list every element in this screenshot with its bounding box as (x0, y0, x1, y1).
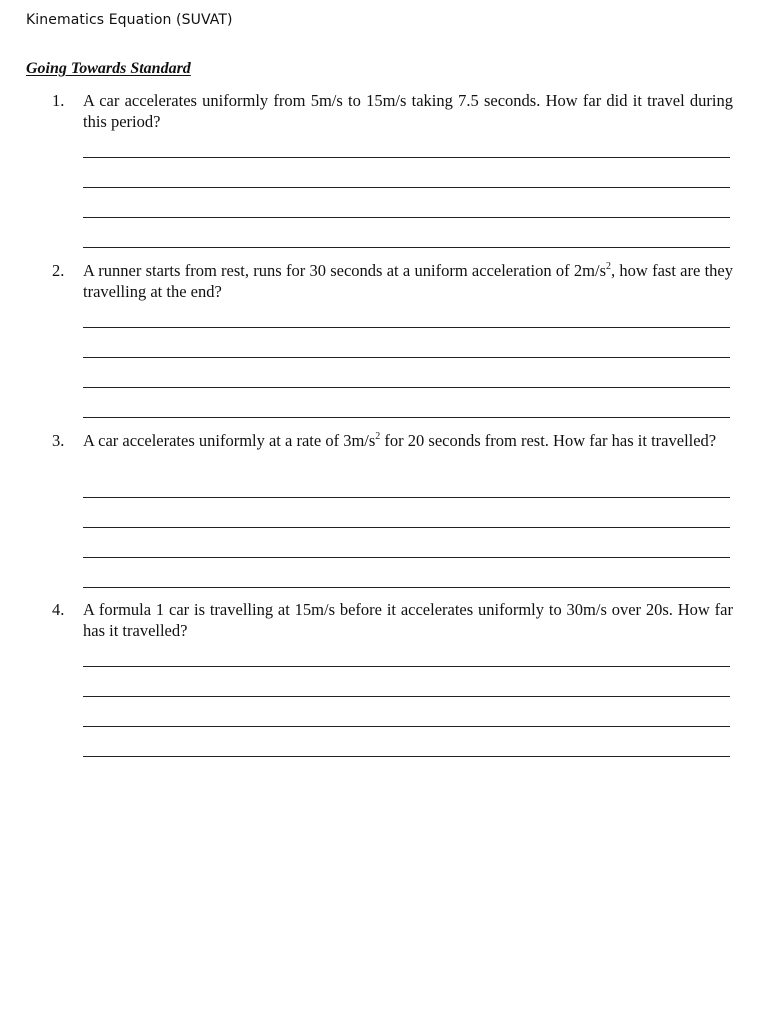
answer-line[interactable] (83, 247, 730, 248)
answer-line[interactable] (83, 187, 730, 188)
section-heading: Going Towards Standard (26, 60, 191, 77)
answer-line[interactable] (83, 696, 730, 697)
question-number: 1. (52, 91, 65, 110)
answer-line[interactable] (83, 527, 730, 528)
answer-line[interactable] (83, 666, 730, 667)
answer-line[interactable] (83, 357, 730, 358)
answer-line[interactable] (83, 756, 730, 757)
answer-line[interactable] (83, 327, 730, 328)
answer-line[interactable] (83, 497, 730, 498)
superscript: 2 (375, 430, 381, 442)
question-number: 3. (52, 431, 65, 450)
question-text: A car accelerates uniformly at a rate of $3m/s^2$ for 20 seconds from rest. How far has it travelled? (83, 430, 717, 450)
answer-line[interactable] (83, 387, 730, 388)
answer-line[interactable] (83, 217, 730, 218)
question-text: A formula 1 car is travelling at 15m/s before it accelerates uniformly to 30m/s over 20s. How far has it travelled? (83, 600, 733, 640)
answer-line[interactable] (83, 726, 730, 727)
answer-line[interactable] (83, 157, 730, 158)
question-number: 4. (52, 600, 65, 619)
question-text: A runner starts from rest, runs for 30 seconds at a uniform acceleration of $2m/s^2$, how fast are they travelling at the end? (83, 260, 733, 301)
document-title: Kinematics Equation (SUVAT) (26, 12, 233, 28)
question-text: A car accelerates uniformly from 5m/s to 15m/s taking 7.5 seconds. How far did it travel during this period? (83, 91, 733, 131)
answer-line[interactable] (83, 417, 730, 418)
answer-line[interactable] (83, 557, 730, 558)
question-number: 2. (52, 261, 65, 280)
superscript: 2 (606, 260, 611, 272)
answer-line[interactable] (83, 587, 730, 588)
